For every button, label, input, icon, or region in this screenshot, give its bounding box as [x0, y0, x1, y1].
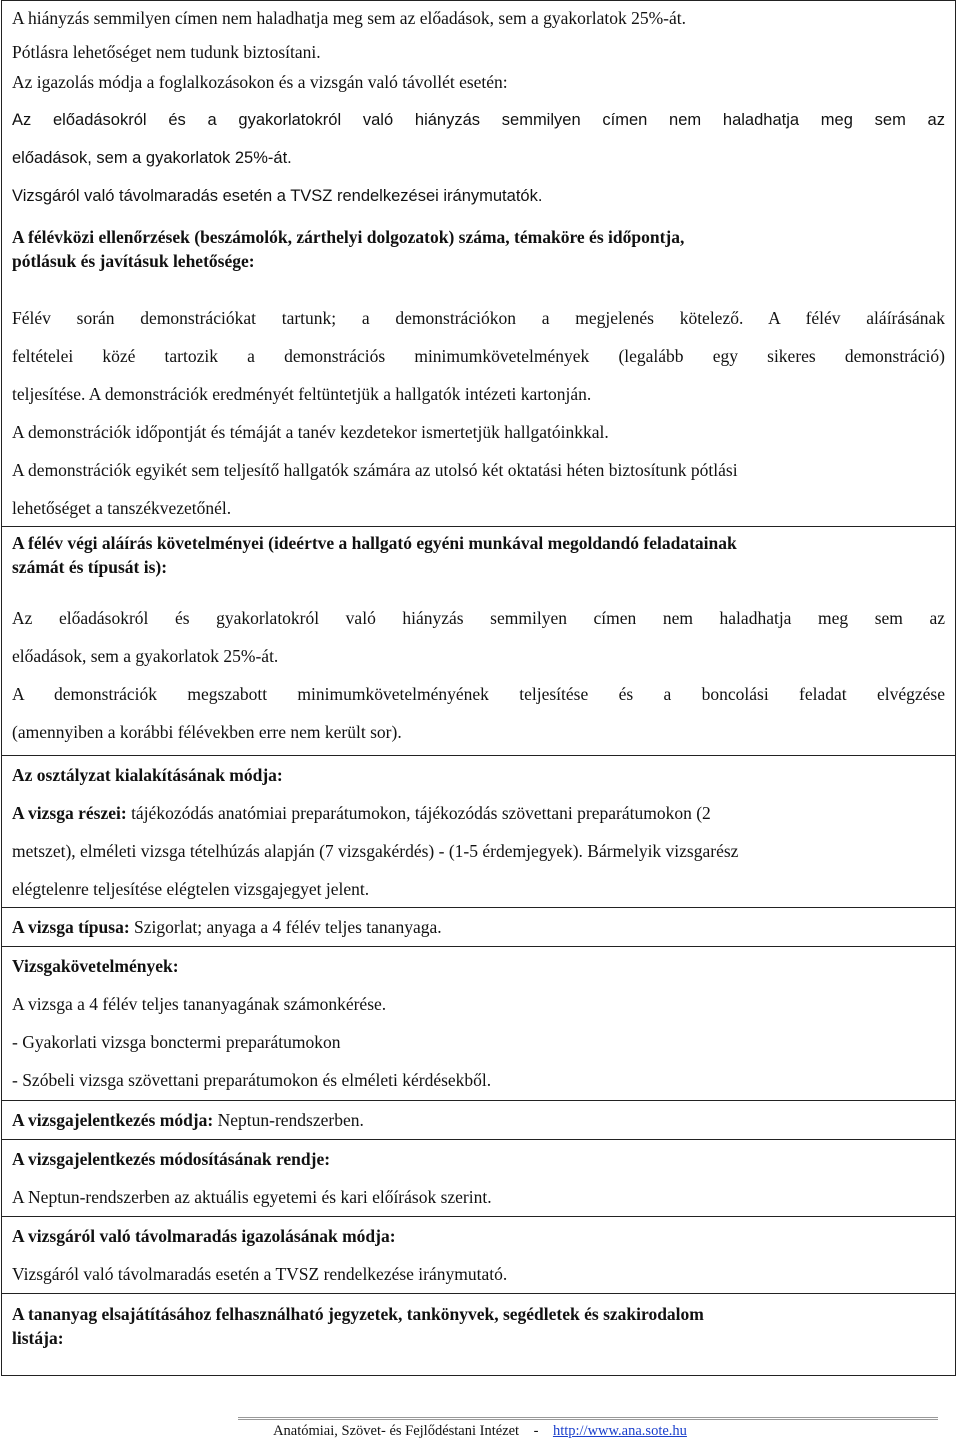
grading-heading-text: Az osztályzat kialakításának módja:: [12, 765, 283, 785]
midterm-para-2: A demonstrációk időpontját és témáját a tanév kezdetekor ismertetjük hallgatóinkkal.: [12, 422, 609, 442]
exam-requirements-heading-text: Vizsgakövetelmények:: [12, 956, 179, 976]
exam-type-text: Szigorlat; anyaga a 4 félév teljes tananyaga.: [129, 917, 442, 937]
exam-registration-text: Neptun-rendszerben.: [213, 1110, 364, 1130]
exam-absence-heading-text: A vizsgáról való távolmaradás igazolásának módja:: [12, 1226, 396, 1246]
page-footer: [0, 1422, 960, 1440]
absence-section: [2, 1, 955, 62]
justification-section: [2, 64, 955, 222]
footer-separator: -: [533, 1423, 539, 1439]
footer-divider: [238, 1417, 938, 1420]
exam-absence-section: [2, 1216, 955, 1293]
grading-heading: [12, 756, 945, 794]
exam-parts-line-3: elégtelenre teljesítése elégtelen vizsgajegyet jelent.: [12, 879, 370, 899]
registration-change-heading: [12, 1140, 945, 1178]
exam-requirements-line-1: A vizsga a 4 félév teljes tananyagának számonkérése.: [12, 994, 387, 1014]
literature-section: [2, 1293, 955, 1376]
midterm-section: [2, 222, 955, 522]
exam-parts-line-1: [12, 794, 945, 832]
exam-type-label: A vizsga típusa:: [12, 917, 130, 937]
signature-para-1-line-2: előadások, sem a gyakorlatok 25%-át.: [12, 646, 279, 666]
literature-heading-line-1: A tananyag elsajátításához felhasználható jegyzetek, tankönyvek, segédletek és szakirodalom: [12, 1304, 704, 1324]
exam-parts-text-1: tájékozódás anatómiai preparátumokon, tájékozódás szövettani preparátumokon (2: [126, 803, 711, 823]
signature-heading-line-2: számát és típusát is):: [12, 557, 168, 577]
footer-institute: Anatómiai, Szövet- és Fejlődéstani Intézet: [273, 1423, 520, 1439]
justification-exam-text: Vizsgáról való távolmaradás esetén a TVSZ rendelkezései iránymutatók.: [12, 187, 543, 205]
signature-requirements-section: [2, 526, 955, 755]
signature-para-2-line-2: (amennyiben a korábbi félévekben erre nem került sor).: [12, 722, 402, 742]
exam-requirements-line-3: - Szóbeli vizsga szövettani preparátumokon és elméleti kérdésekből.: [12, 1070, 492, 1090]
exam-absence-heading: [12, 1217, 945, 1255]
midterm-heading-line-1: A félévközi ellenőrzések (beszámolók, zárthelyi dolgozatok) száma, témaköre és időpontja,: [12, 227, 685, 247]
grading-section: [2, 755, 955, 907]
midterm-para-1-line-2: feltételei közé tartozik a demonstrációs minimumkövetelmények (legalább egy sikeres demonstráció): [12, 346, 945, 366]
exam-requirements-line-2: - Gyakorlati vizsga bonctermi preparátumokon: [12, 1032, 341, 1052]
signature-para-1-line-1: Az előadásokról és gyakorlatokról való hiányzás semmilyen címen nem haladhatja meg sem az: [12, 608, 945, 628]
midterm-para-1-line-3: teljesítése. A demonstrációk eredményét feltüntetjük a hallgatók intézeti kartonján.: [12, 384, 592, 404]
footer-website-link[interactable]: http://www.ana.sote.hu: [552, 1423, 687, 1439]
signature-heading-line-1: A félév végi aláírás követelményei (ideértve a hallgató egyéni munkával megoldandó feladatainak: [12, 533, 737, 553]
exam-type-line: [12, 908, 945, 946]
exam-requirements-section: [2, 946, 955, 1100]
midterm-para-1-line-1: Félév során demonstrációkat tartunk; a demonstrációkon a megjelenés kötelező. A félév aláírásának: [12, 308, 945, 328]
exam-type-section: [2, 907, 955, 946]
exam-registration-section: [2, 1100, 955, 1139]
registration-change-heading-text: A vizsgajelentkezés módosításának rendje:: [12, 1149, 331, 1169]
exam-parts-line-2: metszet), elméleti vizsga tételhúzás alapján (7 vizsgakérdés) - (1-5 érdemjegyek). Bármelyik vizsgarész: [12, 841, 739, 861]
midterm-para-3-line-2: lehetőséget a tanszékvezetőnél.: [12, 498, 232, 518]
exam-registration-label: A vizsgajelentkezés módja:: [12, 1110, 214, 1130]
exam-registration-line: [12, 1101, 945, 1139]
midterm-heading-line-2: pótlásuk és javításuk lehetősége:: [12, 251, 255, 271]
document-table: [1, 0, 956, 1376]
registration-change-text: A Neptun-rendszerben az aktuális egyetemi és kari előírások szerint.: [12, 1187, 492, 1207]
exam-requirements-heading: [12, 947, 945, 985]
justification-heading: Az igazolás módja a foglalkozásokon és a vizsgán való távollét esetén:: [12, 72, 508, 92]
absence-line-1: A hiányzás semmilyen címen nem haladhatja meg sem az előadások, sem a gyakorlatok 25%-át.: [12, 8, 687, 28]
literature-heading-line-2: listája:: [12, 1328, 64, 1348]
signature-para-2-line-1: A demonstrációk megszabott minimumkövetelményének teljesítése és a boncolási feladat elvégzése: [12, 684, 945, 704]
midterm-para-3-line-1: A demonstrációk egyikét sem teljesítő hallgatók számára az utolsó két oktatási héten biztosítunk pótlási: [12, 460, 738, 480]
absence-line-2: Pótlásra lehetőséget nem tudunk biztosítani.: [12, 42, 321, 62]
exam-absence-text: Vizsgáról való távolmaradás esetén a TVSZ rendelkezése iránymutató.: [12, 1264, 508, 1284]
justification-para-line-2: előadások, sem a gyakorlatok 25%-át.: [12, 149, 292, 167]
justification-para-line-1: Az előadásokról és a gyakorlatokról való hiányzás semmilyen címen nem haladhatja meg sem az: [12, 111, 945, 129]
exam-parts-label: A vizsga részei:: [12, 803, 127, 823]
registration-change-section: [2, 1139, 955, 1216]
